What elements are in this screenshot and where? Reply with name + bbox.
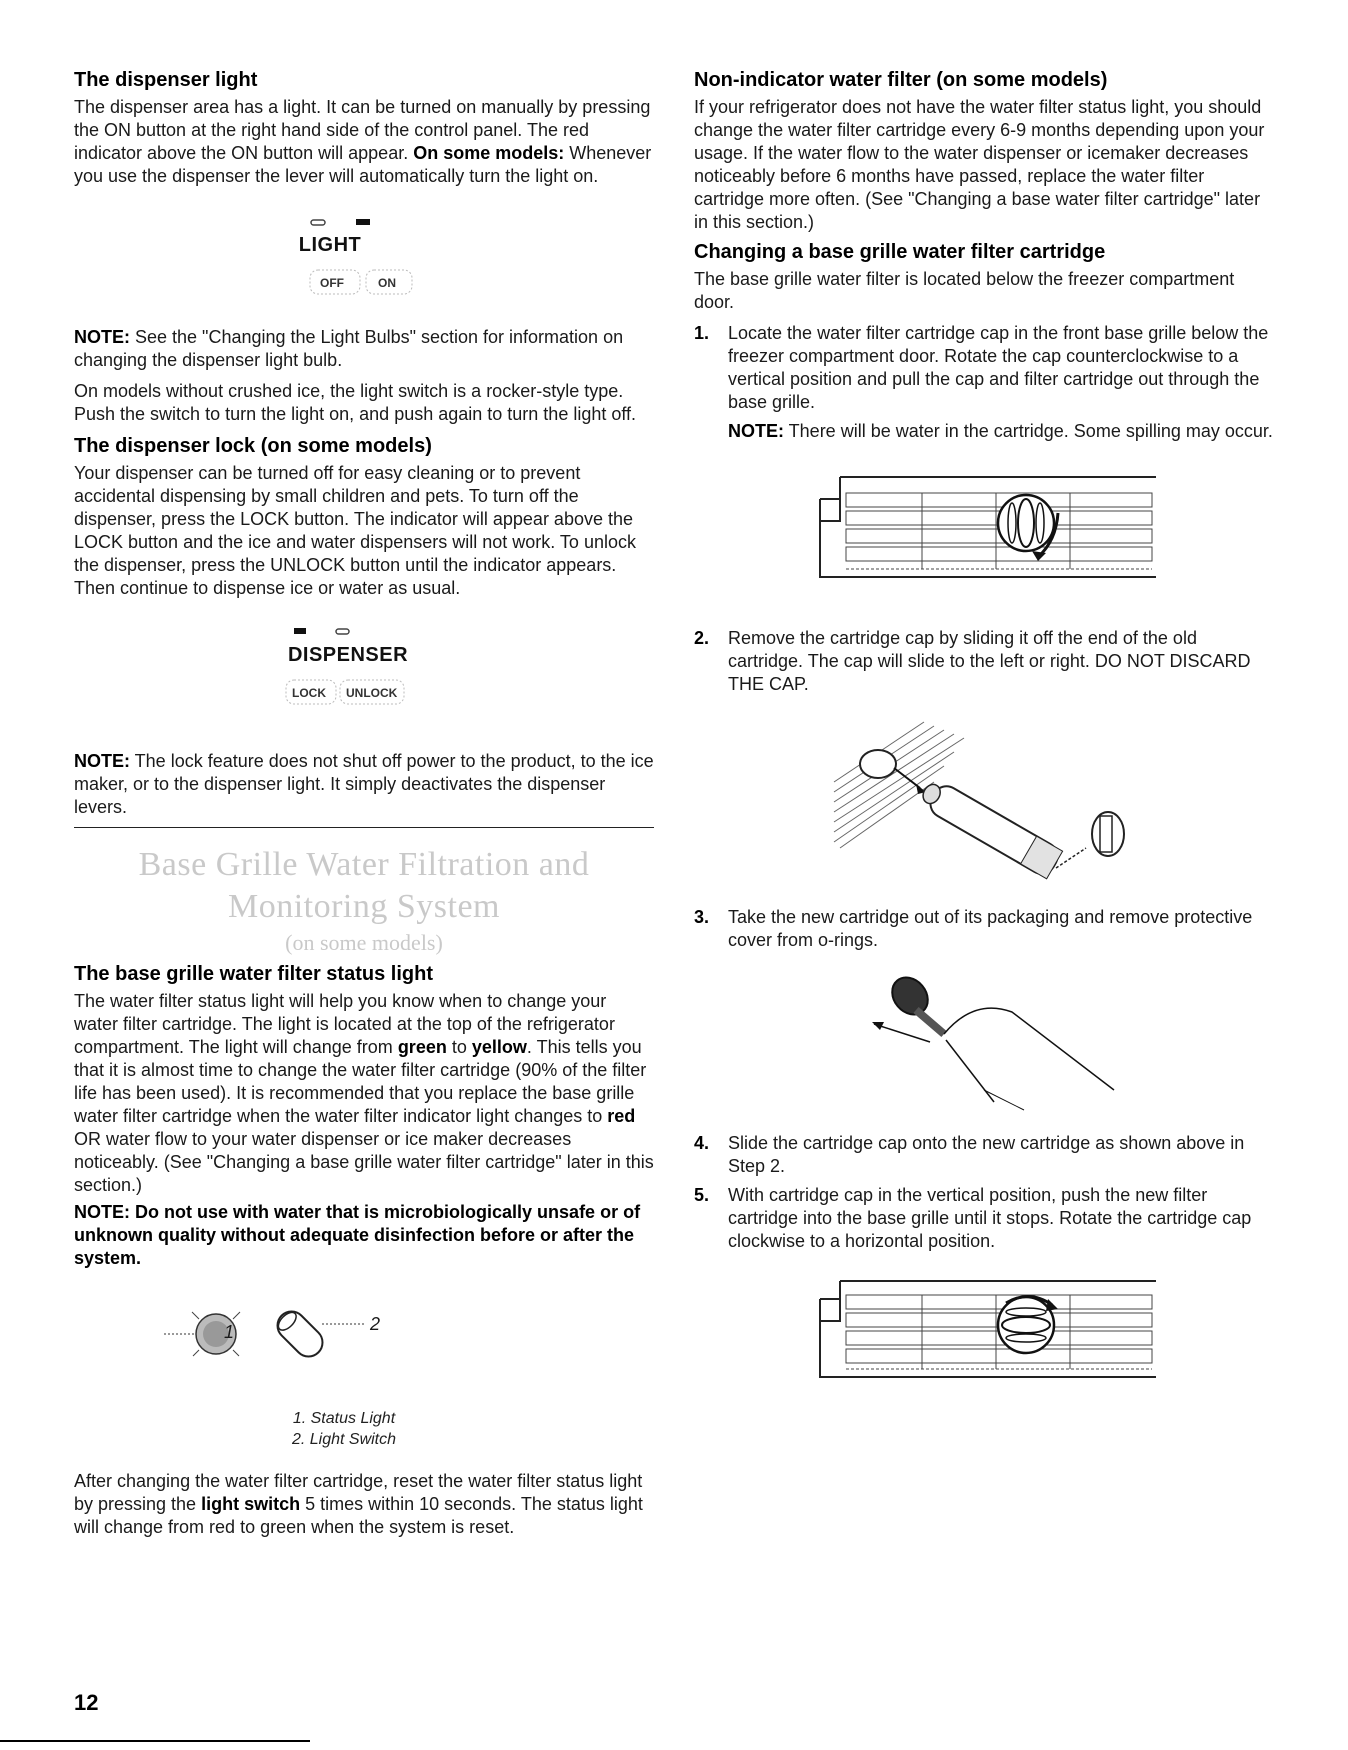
emphasis: green — [397, 1037, 447, 1057]
status-light-and-switch-icon — [74, 1294, 654, 1404]
on-button[interactable]: ON — [378, 276, 396, 290]
step-number: 2. — [694, 628, 710, 648]
dispenser-lock-paragraph: Your dispenser can be turned off for easy cleaning or to prevent accidental dispensing by small children and pets. To turn off the dispenser, press the LOCK button. The indicator will appear above the LOCK button and the ice and water dispensers will not work. To unlock the dispenser, press the UNLOCK button until the indicator appears. Then continue to dispense ice or water as usual. — [74, 463, 636, 598]
step-item — [694, 627, 1274, 696]
caption-status-light: 1. Status Light — [292, 1410, 396, 1427]
section-title: Base Grille Water Filtration and Monitoring System — [138, 846, 590, 925]
caption-light-switch: 2. Light Switch — [291, 1431, 397, 1448]
footer-rule — [0, 1740, 310, 1742]
cartridge-cap-removal-icon — [694, 712, 1274, 892]
base-grille-vertical-cap-icon — [694, 465, 1274, 605]
status-light-paragraph — [74, 990, 654, 1197]
step1-note — [728, 420, 1274, 443]
non-indicator-paragraph: If your refrigerator does not have the water filter status light, you should change the water filter cartridge every 6-9 months depending upon your usage. If the water flow to the water dispenser or icemaker decreases noticeably before 6 months have passed, replace the water filter cartridge more often. (See "Changing a base water filter cartridge" later in this section.) — [694, 97, 1265, 232]
step-text: Take the new cartridge out of its packaging and remove protective cover from o-rings. — [728, 907, 1253, 950]
text-run: The dispenser area has a light. It can be turned on manually by pressing the ON button at the right hand side of the control panel. The red indicator above the ON button will appear. — [74, 97, 651, 163]
new-cartridge-icon — [694, 970, 1274, 1120]
changing-heading: Changing a base grille water filter cartridge — [694, 241, 1106, 263]
status-light-heading: The base grille water filter status light — [74, 963, 433, 985]
disinfection-warning: NOTE: Do not use with water that is microbiologically unsafe or of unknown quality without adequate disinfection before or after the system. — [74, 1202, 641, 1268]
base-grille-horizontal-cap-icon — [694, 1275, 1274, 1385]
dispenser-light-heading: The dispenser light — [74, 69, 258, 91]
emphasis: On some models: — [413, 143, 565, 163]
emphasis: yellow — [471, 1037, 527, 1057]
status-light-figure — [74, 1294, 654, 1404]
new-cartridge-figure — [694, 970, 1274, 1120]
emphasis: red — [607, 1106, 636, 1126]
light-bulb-note — [74, 326, 654, 372]
light-control-panel — [74, 214, 654, 322]
non-indicator-heading: Non-indicator water filter (on some models) — [694, 69, 1108, 91]
callout-2: 2 — [370, 1314, 381, 1334]
step-number: 5. — [694, 1185, 710, 1205]
text-run: The lock feature does not shut off power to the product, to the ice maker, or to the dispenser light. It simply deactivates the dispenser levers. — [74, 751, 654, 817]
text-run: OR water flow to your water dispenser or ice maker decreases noticeably. (See "Changing a base grille water filter cartridge" later in this section.) — [74, 1129, 654, 1195]
section-subtitle: (on some models) — [285, 930, 443, 955]
dispenser-control-panel — [74, 624, 654, 742]
remove-cap-figure — [694, 712, 1274, 892]
text-run: See the "Changing the Light Bulbs" section for information on changing the dispenser light bulb. — [74, 327, 624, 370]
step-text: With cartridge cap in the vertical position, push the new filter cartridge into the base grille until it stops. Rotate the cartridge cap clockwise to a horizontal position. — [728, 1185, 1252, 1251]
steps-list-2 — [694, 627, 1274, 696]
rocker-switch-paragraph: On models without crushed ice, the light switch is a rocker-style type. Push the switch to turn the light on, and push again to turn the light off. — [74, 381, 637, 424]
step-text: Slide the cartridge cap onto the new cartridge as shown above in Step 2. — [728, 1133, 1245, 1176]
light-indicators-icon — [74, 214, 654, 322]
reset-paragraph — [74, 1470, 654, 1539]
emphasis: light switch — [201, 1494, 301, 1514]
left-column — [74, 68, 654, 1539]
dispenser-lock-heading: The dispenser lock (on some models) — [74, 435, 432, 457]
note-label: NOTE: — [728, 421, 784, 441]
text-run: There will be water in the cartridge. Some spilling may occur. — [784, 421, 1273, 441]
unlock-button[interactable]: UNLOCK — [346, 686, 398, 700]
dispenser-panel-label: DISPENSER — [287, 644, 409, 666]
section-divider — [74, 827, 654, 828]
step-number: 1. — [694, 323, 710, 343]
step-item — [694, 1184, 1274, 1253]
step-number: 3. — [694, 907, 710, 927]
lock-button[interactable]: LOCK — [292, 686, 326, 700]
note-label: NOTE: — [74, 751, 130, 771]
text-run: The water filter status light will help you know when to change your water filter cartridge. The light is located at the top of the refrigerator compartment. The light will change from — [74, 991, 615, 1057]
text-run: After changing the water filter cartridge, reset the water filter status light by pressing the — [74, 1471, 643, 1514]
note-label: NOTE: — [74, 327, 130, 347]
right-column — [694, 68, 1274, 1385]
page-number: 12 — [74, 1690, 99, 1715]
step-item — [694, 906, 1274, 952]
text-run: Whenever you use the dispenser the lever will automatically turn the light on. — [74, 143, 652, 186]
steps-list-4 — [694, 1132, 1274, 1253]
step-item — [694, 1132, 1274, 1178]
step-item — [694, 322, 1274, 443]
dispenser-indicators-icon — [74, 624, 654, 742]
off-button[interactable]: OFF — [320, 276, 344, 290]
light-panel-label: LIGHT — [298, 234, 362, 256]
callout-1: 1 — [224, 1322, 235, 1342]
steps-list-1 — [694, 322, 1274, 443]
text-run: 5 times within 10 seconds. The status light will change from red to green when the system is reset. — [74, 1494, 643, 1537]
text-run: . This tells you that it is almost time to change the water filter cartridge (90% of the filter life has been used). It is recommended that you replace the base grille water filter cartridge when the water filter indicator light changes to — [74, 1037, 647, 1126]
changing-intro: The base grille water filter is located below the freezer compartment door. — [694, 269, 1235, 312]
lock-note — [74, 750, 654, 819]
dispenser-light-paragraph — [74, 96, 654, 188]
grille-cap-horizontal-figure — [694, 1275, 1274, 1385]
grille-cap-vertical-figure — [694, 465, 1274, 605]
step-number: 4. — [694, 1133, 710, 1153]
step-text: Locate the water filter cartridge cap in the front base grille below the freezer compartment door. Rotate the cap counterclockwise to a vertical position and pull the cap and filter cartridge out through the base grille. — [728, 323, 1269, 412]
steps-list-3 — [694, 906, 1274, 952]
text-run: to — [446, 1037, 472, 1057]
step-text: Remove the cartridge cap by sliding it off the end of the old cartridge. The cap will slide to the left or right. DO NOT DISCARD THE CAP. — [728, 628, 1251, 694]
